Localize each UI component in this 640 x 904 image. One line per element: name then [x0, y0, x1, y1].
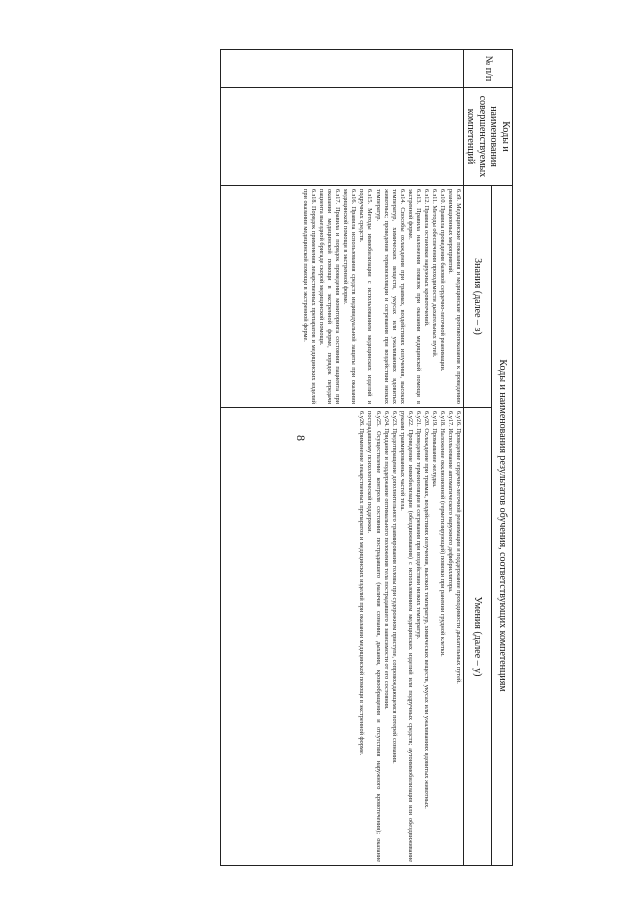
skill-item: 6.у17. Использование автоматического наружного дефибриллятора.	[446, 411, 454, 593]
knowledge-item: 6.з9. Медицинские показания и медицинские противопоказания к проведению реанимационных мероприятий.	[446, 189, 462, 404]
rotated-table-wrapper	[227, 49, 513, 865]
skill-item: 6.у24. Придание и поддержание оптимального положения тела пострадавшего в зависимости от его состояния.	[382, 411, 390, 710]
header-codes: Коды и наименования совершенствуемых компетенций	[464, 88, 513, 186]
row-num-cell	[221, 50, 464, 88]
header-knowledge: Знания (далее – з)	[464, 186, 492, 408]
knowledge-item: 6.з15. Методы иммобилизации с использованием медицинских изделий и подручных средств.	[358, 189, 374, 404]
knowledge-item: 6.з16. Правила использования средств индивидуальной защиты при оказании медицинской помощи в экстренной форме.	[342, 189, 358, 404]
skill-item: 6.у16. Проведение сердечно-легочной реанимации и поддержание проходимости дыхательных путей.	[455, 411, 462, 684]
skill-item: 6.у19. Промывание желудка.	[430, 411, 438, 488]
header-results: Коды и наименования результатов обучения, соответствующих компетенциям	[492, 186, 513, 866]
knowledge-item: 6.з14. Способы охлаждения при травмах, воздействиях излучения, высоких температур, химических веществ, укусах или ужаливаниях ядовитых животных; проведения термоизоляции и согревания при воздействии низких температур.	[374, 189, 406, 404]
competence-table	[220, 49, 513, 866]
knowledge-item: 6.з18. Порядок применения лекарственных препаратов и медицинских изделий при оказании медицинской помощи в экстренной форме.	[302, 189, 318, 404]
header-num: № п/п	[464, 50, 513, 88]
skill-item: 6.у22. Проведение иммобилизации (обездвиживания) с использованием медицинских изделий или подручных средств; аутоиммобилизация или обездвиживание руками травмированных частей тела.	[398, 411, 414, 863]
header-skills: Умения (далее – у)	[464, 408, 492, 866]
knowledge-item: 6.з10. Правила проведения базовой сердечно-легочной реанимации.	[438, 189, 446, 372]
page-number: 8	[294, 435, 308, 441]
skill-item: 6.у23. Предотвращение дополнительного травмирования головы при судорожном приступе, сопровождающемся потерей сознания.	[390, 411, 398, 764]
knowledge-item: 6.з11. Методы обеспечения проходимости дыхательных путей.	[430, 189, 438, 358]
skills-cell	[221, 408, 464, 866]
knowledge-item: 6.з12. Правила остановки наружных кровотечений.	[422, 189, 430, 327]
knowledge-item: 6.з13. Правила наложения повязок при оказании медицинской помощи в экстренной форме.	[406, 189, 422, 404]
knowledge-item: 6.з17. Правила и порядок проведения мониторинга состояния пациента при оказании медицинской помощи в экстренной форме, порядок передачи пациента выездной бригаде скорой медицинской помощи.	[318, 189, 342, 404]
skill-item: 6.у20. Охлаждение при травмах, воздействиях излучения, высоких температур, химических веществ, укусах или ужаливаниях ядовитых животных.	[422, 411, 430, 809]
knowledge-cell	[221, 186, 464, 408]
skill-item: 6.у25. Осуществление контроля состояния пострадавшего (наличия сознания, дыхания, кровообращения и отсутствия наружного кровотечения); оказание пострадавшему психологической поддержки.	[366, 411, 382, 863]
skill-item: 6.у26. Применение лекарственных препаратов и медицинских изделий при оказании медицинской помощи в экстренной форме.	[358, 411, 366, 756]
skill-item: 6.у21. Проведение термоизоляции и согревания при воздействии низких температур.	[414, 411, 422, 640]
row-codes-cell	[221, 88, 464, 186]
skill-item: 6.у18. Наложение окклюзионной (герметизирующей) повязки при ранении грудной клетки.	[438, 411, 446, 657]
